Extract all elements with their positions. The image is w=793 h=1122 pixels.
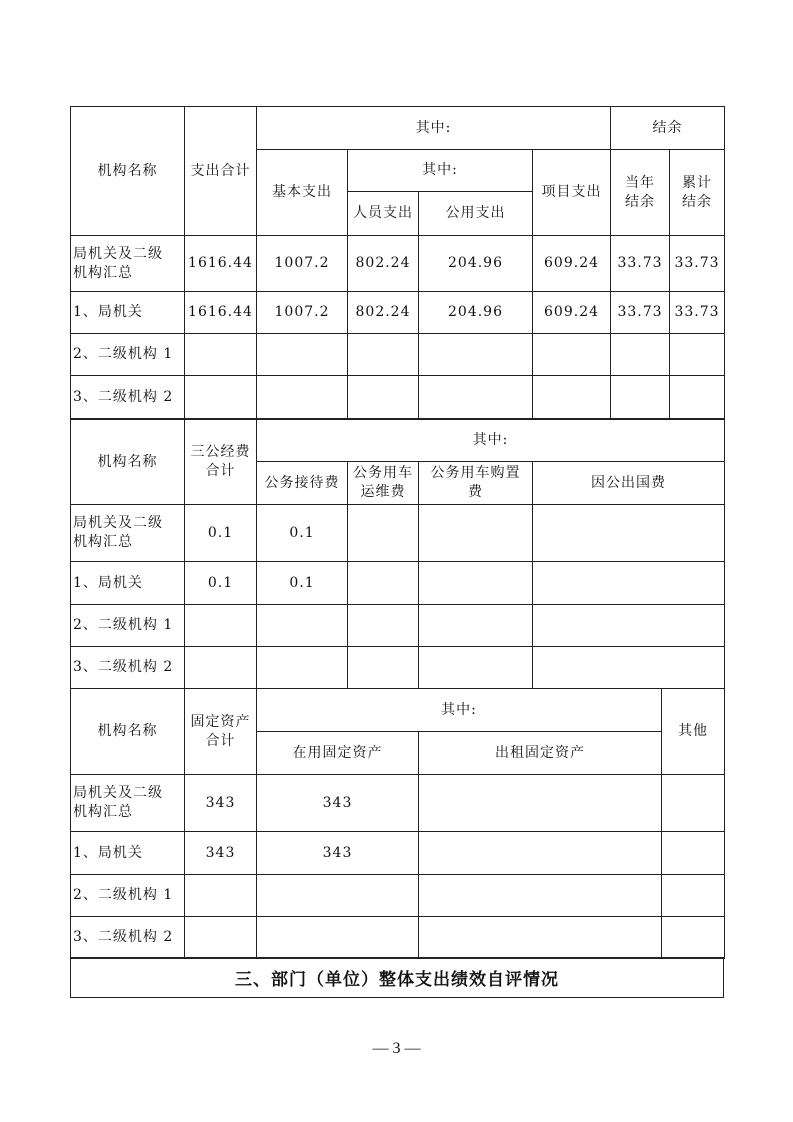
cell-basic: 1007.2 (257, 292, 348, 334)
row-org-name: 2、二级机构 1 (71, 875, 185, 917)
header-personnel-expenditure: 人员支出 (348, 192, 419, 236)
header-public-expenditure: 公用支出 (419, 192, 533, 236)
cell-project (533, 334, 611, 376)
cell-cumulative-balance: 33.73 (670, 236, 725, 292)
header-balance: 结余 (611, 107, 725, 150)
cell-personnel (348, 376, 419, 419)
cell-reception (257, 647, 348, 689)
cell-year-balance (611, 334, 670, 376)
cell-car-purchase (419, 605, 533, 647)
row-org-name: 局机关及二级 机构汇总 (71, 236, 185, 292)
row-org-name: 局机关及二级 机构汇总 (71, 775, 185, 832)
table-row (71, 505, 725, 562)
header-leased-assets: 出租固定资产 (419, 732, 662, 775)
cell-total (185, 376, 257, 419)
cell-total (185, 334, 257, 376)
cell-cumulative-balance (670, 376, 725, 419)
three-public-expenses-table (70, 419, 725, 689)
table-row (71, 917, 725, 959)
cell-public: 204.96 (419, 292, 533, 334)
cell-car-maintenance (348, 605, 419, 647)
cell-total (185, 605, 257, 647)
header-org-name: 机构名称 (71, 689, 185, 775)
cell-total: 1616.44 (185, 236, 257, 292)
row-org-name: 3、二级机构 2 (71, 376, 185, 419)
cell-abroad (533, 505, 725, 562)
cell-car-maintenance (348, 647, 419, 689)
page-number: — 3 — (372, 1040, 421, 1057)
header-of-which: 其中: (257, 420, 725, 462)
header-abroad: 因公出国费 (533, 462, 725, 505)
cell-leased (419, 832, 662, 875)
cell-basic (257, 334, 348, 376)
cell-other (662, 917, 725, 959)
header-car-maintenance: 公务用车 运维费 (348, 462, 419, 505)
cell-car-purchase (419, 562, 533, 605)
table-row (71, 605, 725, 647)
cell-public: 204.96 (419, 236, 533, 292)
row-org-name: 3、二级机构 2 (71, 917, 185, 959)
cell-other (662, 775, 725, 832)
cell-total: 343 (185, 775, 257, 832)
header-year-balance: 当年 结余 (611, 150, 670, 236)
cell-other (662, 832, 725, 875)
table-row (71, 875, 725, 917)
header-cumulative-balance: 累计 结余 (670, 150, 725, 236)
section-heading: 三、部门（单位）整体支出绩效自评情况 (70, 957, 724, 998)
cell-total: 0.1 (185, 562, 257, 605)
header-other: 其他 (662, 689, 725, 775)
header-reception: 公务接待费 (257, 462, 348, 505)
cell-car-maintenance (348, 562, 419, 605)
row-org-name: 2、二级机构 1 (71, 605, 185, 647)
cell-in-use (257, 917, 419, 959)
cell-personnel (348, 334, 419, 376)
cell-personnel: 802.24 (348, 236, 419, 292)
table-row (71, 562, 725, 605)
cell-car-maintenance (348, 505, 419, 562)
cell-cumulative-balance (670, 334, 725, 376)
cell-car-purchase (419, 647, 533, 689)
expenditure-table (70, 106, 725, 419)
table-row (71, 236, 725, 292)
header-expenditure-total: 支出合计 (185, 107, 257, 236)
header-fixed-assets-total: 固定资产 合计 (185, 689, 257, 775)
cell-in-use (257, 875, 419, 917)
header-org-name: 机构名称 (71, 107, 185, 236)
cell-leased (419, 775, 662, 832)
cell-car-purchase (419, 505, 533, 562)
cell-total (185, 917, 257, 959)
cell-total: 0.1 (185, 505, 257, 562)
cell-cumulative-balance: 33.73 (670, 292, 725, 334)
cell-abroad (533, 605, 725, 647)
row-org-name: 1、局机关 (71, 832, 185, 875)
cell-leased (419, 917, 662, 959)
header-assets-in-use: 在用固定资产 (257, 732, 419, 775)
header-three-public-total: 三公经费 合计 (185, 420, 257, 505)
cell-project (533, 376, 611, 419)
cell-year-balance: 33.73 (611, 292, 670, 334)
row-org-name: 3、二级机构 2 (71, 647, 185, 689)
cell-public (419, 376, 533, 419)
cell-other (662, 875, 725, 917)
cell-year-balance: 33.73 (611, 236, 670, 292)
cell-in-use: 343 (257, 832, 419, 875)
fixed-assets-table (70, 688, 725, 959)
header-of-which: 其中: (257, 689, 662, 732)
cell-reception: 0.1 (257, 562, 348, 605)
header-org-name: 机构名称 (71, 420, 185, 505)
row-org-name: 2、二级机构 1 (71, 334, 185, 376)
cell-basic (257, 376, 348, 419)
cell-abroad (533, 647, 725, 689)
header-of-which-basic: 其中: (348, 150, 533, 192)
cell-basic: 1007.2 (257, 236, 348, 292)
cell-public (419, 334, 533, 376)
cell-in-use: 343 (257, 775, 419, 832)
table-row (71, 647, 725, 689)
cell-total: 343 (185, 832, 257, 875)
cell-total: 1616.44 (185, 292, 257, 334)
cell-total (185, 647, 257, 689)
header-basic-expenditure: 基本支出 (257, 150, 348, 236)
cell-year-balance (611, 376, 670, 419)
table-row (71, 376, 725, 419)
header-project-expenditure: 项目支出 (533, 150, 611, 236)
table-row (71, 334, 725, 376)
cell-total (185, 875, 257, 917)
row-org-name: 局机关及二级 机构汇总 (71, 505, 185, 562)
row-org-name: 1、局机关 (71, 292, 185, 334)
cell-abroad (533, 562, 725, 605)
cell-project: 609.24 (533, 236, 611, 292)
cell-leased (419, 875, 662, 917)
table-row (71, 775, 725, 832)
table-row (71, 832, 725, 875)
table-row (71, 292, 725, 334)
header-of-which: 其中: (257, 107, 611, 150)
cell-personnel: 802.24 (348, 292, 419, 334)
row-org-name: 1、局机关 (71, 562, 185, 605)
header-car-purchase: 公务用车购置 费 (419, 462, 533, 505)
cell-reception: 0.1 (257, 505, 348, 562)
cell-project: 609.24 (533, 292, 611, 334)
cell-reception (257, 605, 348, 647)
